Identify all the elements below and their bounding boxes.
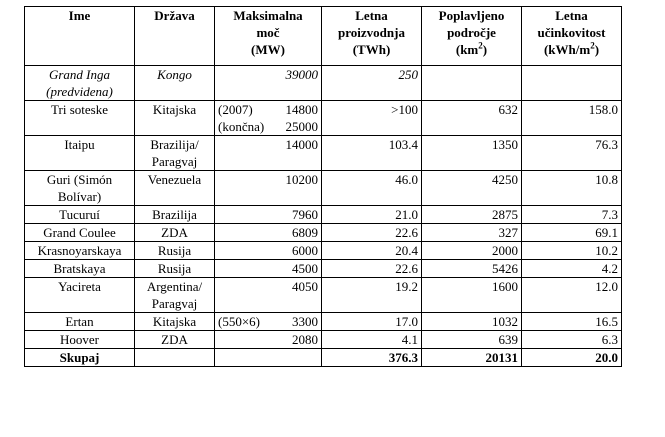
dam-country: [135, 66, 215, 101]
dam-name-line: Tucuruí: [59, 207, 100, 222]
table-row: [25, 331, 622, 349]
dam-power-line: [218, 278, 318, 295]
table-row: [25, 260, 622, 278]
table-row: [25, 224, 622, 242]
dam-name-line: Bratskaya: [53, 261, 106, 276]
column-header: [215, 7, 322, 66]
dam-power: [215, 224, 322, 242]
dam-power: [215, 206, 322, 224]
dam-name-line: Grand Coulee: [43, 225, 116, 240]
dam-country-line: Argentina/: [146, 279, 203, 294]
table-row: [25, 313, 622, 331]
table-row: [25, 206, 622, 224]
table-row: [25, 66, 622, 101]
dam-production: 17.0: [322, 313, 422, 331]
dam-name-line: Grand Inga: [48, 67, 111, 82]
dam-power-line: [218, 260, 318, 277]
dam-power-line: [218, 206, 318, 223]
dam-country-line: Brazilija/: [150, 137, 199, 152]
dam-production: 22.6: [322, 224, 422, 242]
dam-country: [135, 136, 215, 171]
dam-power-line: [218, 313, 318, 330]
header-line: proizvodnja: [338, 25, 405, 40]
dam-name: [25, 101, 135, 136]
header-unit-close: ): [482, 42, 488, 57]
header-unit-sup: 2: [478, 40, 483, 51]
header-unit-line: [425, 41, 518, 58]
dam-power-value: 25000: [285, 119, 318, 134]
dam-power-value: 14800: [285, 102, 318, 117]
dam-name-line: Bolívar): [57, 189, 102, 204]
dam-production: 103.4: [322, 136, 422, 171]
dam-efficiency: 158.0: [522, 101, 622, 136]
dam-name-line: Krasnoyarskaya: [37, 243, 122, 258]
total-country: [135, 349, 215, 367]
dam-power-value: 14000: [285, 137, 318, 152]
dam-production: 250: [322, 66, 422, 101]
dam-power: [215, 101, 322, 136]
total-power: [215, 349, 322, 367]
dam-name: [25, 224, 135, 242]
dam-country: [135, 206, 215, 224]
dam-name: [25, 331, 135, 349]
dam-name: [25, 66, 135, 101]
dam-country: [135, 101, 215, 136]
table-row: [25, 101, 622, 136]
dam-name-line: (predvidena): [46, 84, 113, 99]
dam-country: [135, 224, 215, 242]
dam-power: [215, 136, 322, 171]
dam-efficiency: 12.0: [522, 278, 622, 313]
dam-power-value: 7960: [292, 207, 318, 222]
total-label: Skupaj: [25, 349, 135, 367]
dam-country: [135, 331, 215, 349]
dam-power: [215, 260, 322, 278]
dam-power: [215, 242, 322, 260]
dam-name: [25, 242, 135, 260]
column-header: [522, 7, 622, 66]
dam-area: 2000: [422, 242, 522, 260]
dam-power-note: (2007): [218, 102, 253, 117]
header-line: področje: [447, 25, 496, 40]
header-line: Maksimalna: [233, 8, 303, 23]
dam-power: [215, 313, 322, 331]
dam-power: [215, 171, 322, 206]
header-line: (MW): [251, 42, 285, 57]
dam-production: >100: [322, 101, 422, 136]
dam-country: [135, 171, 215, 206]
dam-country-line: Kitajska: [152, 314, 197, 329]
table-body: [25, 66, 622, 367]
dam-power-value: 6000: [292, 243, 318, 258]
dam-area: 1600: [422, 278, 522, 313]
dam-power-line: [218, 331, 318, 348]
total-production: 376.3: [322, 349, 422, 367]
dam-production: 4.1: [322, 331, 422, 349]
header-row: [25, 7, 622, 66]
dam-efficiency: 4.2: [522, 260, 622, 278]
dam-production: 46.0: [322, 171, 422, 206]
dam-power-note: (končna): [218, 119, 265, 134]
total-row: [25, 349, 622, 367]
dam-power-note: (550×6): [218, 314, 260, 329]
column-header: [422, 7, 522, 66]
dam-efficiency: 6.3: [522, 331, 622, 349]
dam-country-line: Kongo: [157, 67, 192, 82]
dam-name-line: Hoover: [60, 332, 99, 347]
dam-power-value: 39000: [285, 67, 318, 82]
column-header: [135, 7, 215, 66]
dam-production: 21.0: [322, 206, 422, 224]
dam-power-line: [218, 101, 318, 118]
dam-country: [135, 242, 215, 260]
dam-area: 4250: [422, 171, 522, 206]
dam-name: [25, 206, 135, 224]
dam-name-line: Tri soteske: [51, 102, 108, 117]
dam-name-line: Yacireta: [58, 279, 101, 294]
dam-power-line: [218, 171, 318, 188]
dam-efficiency: [522, 66, 622, 101]
column-header: [322, 7, 422, 66]
dam-name: [25, 278, 135, 313]
dam-country-line: Brazilija: [152, 207, 197, 222]
dam-production: 20.4: [322, 242, 422, 260]
dam-name: [25, 171, 135, 206]
table-row: [25, 171, 622, 206]
dam-area: 639: [422, 331, 522, 349]
dam-efficiency: 7.3: [522, 206, 622, 224]
dam-name: [25, 260, 135, 278]
dam-power-value: 2080: [292, 332, 318, 347]
header-line: Letna: [555, 8, 588, 23]
dam-name-line: Itaipu: [64, 137, 95, 152]
dam-country-line: Venezuela: [147, 172, 202, 187]
dam-area: 1350: [422, 136, 522, 171]
dam-area: 632: [422, 101, 522, 136]
column-header: [25, 7, 135, 66]
header-line: Letna: [355, 8, 388, 23]
dam-power-value: 3300: [292, 314, 318, 329]
dam-power: [215, 66, 322, 101]
dam-efficiency: 76.3: [522, 136, 622, 171]
dam-efficiency: 10.8: [522, 171, 622, 206]
table-row: [25, 136, 622, 171]
dam-power-line: [218, 136, 318, 153]
dam-power-value: 4050: [292, 279, 318, 294]
dam-area: 2875: [422, 206, 522, 224]
dam-country-line: Kitajska: [152, 102, 197, 117]
dam-efficiency: 16.5: [522, 313, 622, 331]
dam-production: 22.6: [322, 260, 422, 278]
dam-power-line: [218, 66, 318, 83]
dam-power-line: [218, 118, 318, 135]
header-line: moč: [256, 25, 280, 40]
dam-power-value: 4500: [292, 261, 318, 276]
dam-country-line: ZDA: [161, 332, 188, 347]
dam-power-value: 6809: [292, 225, 318, 240]
dam-power-value: 10200: [285, 172, 318, 187]
dam-country-line: ZDA: [161, 225, 188, 240]
header-unit-line: [525, 41, 618, 58]
dam-name-line: Guri (Simón: [46, 172, 113, 187]
total-efficiency: 20.0: [522, 349, 622, 367]
dam-country: [135, 278, 215, 313]
dam-power-line: [218, 242, 318, 259]
dam-production: 19.2: [322, 278, 422, 313]
dam-power: [215, 331, 322, 349]
dam-area: 327: [422, 224, 522, 242]
total-area: 20131: [422, 349, 522, 367]
table-row: [25, 278, 622, 313]
header-unit-text: (kWh/m: [543, 42, 591, 57]
dam-country: [135, 313, 215, 331]
header-line: (TWh): [352, 42, 391, 57]
dam-country-line: Rusija: [157, 243, 192, 258]
header-unit-close: ): [594, 42, 600, 57]
header-unit-sup: 2: [590, 40, 595, 51]
dam-country-line: Paragvaj: [151, 296, 198, 311]
dam-country: [135, 260, 215, 278]
header-line: Država: [154, 8, 195, 23]
dam-country-line: Rusija: [157, 261, 192, 276]
hydro-dams-table: [24, 6, 622, 367]
dam-efficiency: 10.2: [522, 242, 622, 260]
dam-area: [422, 66, 522, 101]
dam-country-line: Paragvaj: [151, 154, 198, 169]
table-row: [25, 242, 622, 260]
dam-area: 1032: [422, 313, 522, 331]
dam-power: [215, 278, 322, 313]
dam-power-line: [218, 224, 318, 241]
dam-area: 5426: [422, 260, 522, 278]
header-unit-text: (km: [455, 42, 479, 57]
dam-name: [25, 136, 135, 171]
header-line: Poplavljeno: [438, 8, 505, 23]
dam-name-line: Ertan: [65, 314, 94, 329]
header-line: Ime: [68, 8, 91, 23]
dam-name: [25, 313, 135, 331]
dam-efficiency: 69.1: [522, 224, 622, 242]
header-line: učinkovitost: [537, 25, 606, 40]
